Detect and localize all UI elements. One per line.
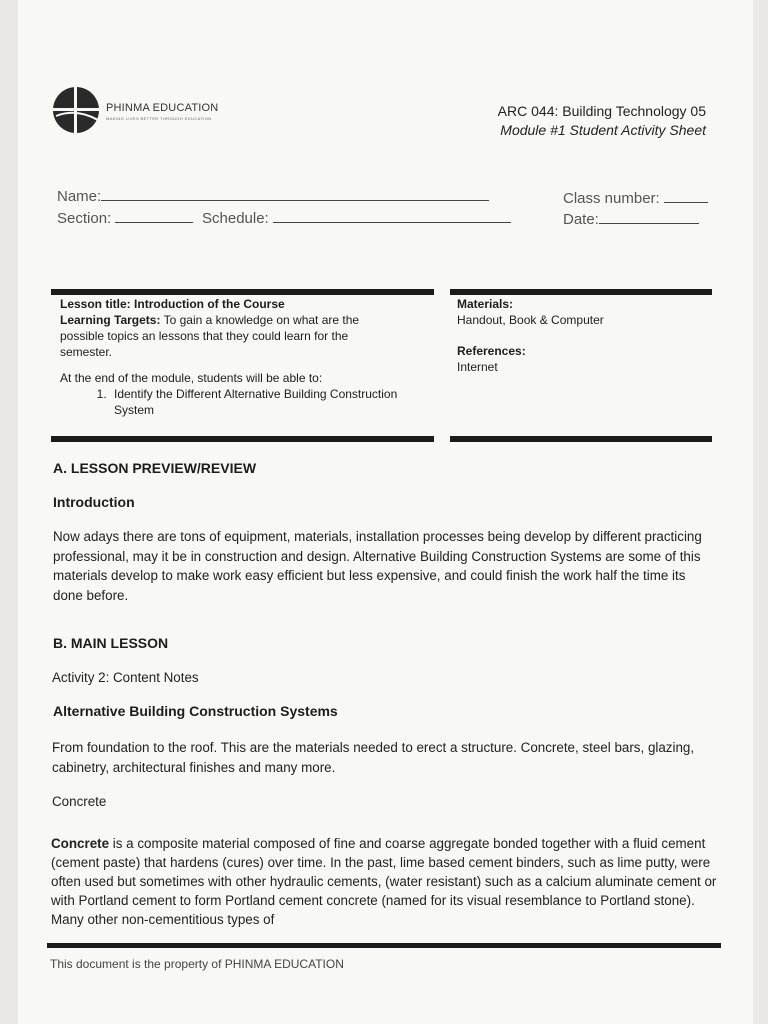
concrete-term: Concrete: [51, 836, 110, 851]
concrete-paragraph: [51, 834, 719, 929]
footer-text: This document is the property of PHINMA EDUCATION: [50, 957, 344, 971]
class-number-field[interactable]: [563, 188, 708, 207]
schedule-label: Schedule:: [202, 210, 269, 227]
references-label: References:: [457, 344, 526, 358]
concrete-subheading: Concrete: [52, 794, 107, 809]
date-label: Date:: [563, 211, 599, 228]
name-line[interactable]: [101, 186, 489, 201]
introduction-text: Now adays there are tons of equipment, materials, installation processes being develop by different practicing professional, may it be in construction and design. Alternative Building Construction Systems are some of this materials develop to make work easy efficient but less expensive, and could finish the work half the time its done before.: [53, 529, 702, 603]
objectives-list: [60, 386, 430, 418]
course-code: ARC 044: Building Technology 05: [497, 103, 706, 119]
abcs-text: From foundation to the roof. This are the materials needed to erect a structure. Concrete, steel bars, glazing, cabinetry, architectural finishes and many more.: [52, 740, 695, 775]
course-header: [498, 102, 706, 140]
learning-targets-line2: possible topics an lessons that they could learn for the: [60, 329, 349, 343]
section-line[interactable]: [115, 208, 193, 223]
lesson-box-top-bar: [51, 289, 434, 295]
class-number-label: Class number:: [563, 190, 660, 207]
name-field[interactable]: [57, 186, 489, 205]
materials-value: Handout, Book & Computer: [457, 313, 604, 327]
date-line[interactable]: [599, 209, 699, 224]
footer-divider: [47, 943, 721, 948]
schedule-field[interactable]: [202, 208, 511, 227]
org-tagline: MAKING LIVES BETTER THROUGH EDUCATION: [106, 116, 212, 121]
phinma-logo-icon: [52, 86, 100, 134]
concrete-text: is a composite material composed of fine and coarse aggregate bonded together with a fluid cement (cement paste) that hardens (cures) over time. In the past, lime based cement binders, such as lime putty, were often used but sometimes with other hydraulic cements, (water resistant) such as a calcium aluminate cement or with Portland cement to form Portland cement concrete (named for its visual resemblance to Portland stone). Many other non-cementitious types of: [51, 836, 717, 927]
section-b-heading: B. MAIN LESSON: [53, 635, 169, 651]
sheet-title: Module #1 Student Activity Sheet: [500, 122, 706, 138]
lesson-title: Lesson title: Introduction of the Course: [60, 297, 285, 311]
introduction-heading: Introduction: [53, 494, 135, 510]
objectives-intro: At the end of the module, students will be able to:: [60, 371, 323, 385]
learning-targets-line3: semester.: [60, 345, 113, 359]
lesson-box-bottom-bar: [51, 436, 434, 442]
section-label: Section:: [57, 210, 112, 227]
org-name: PHINMA EDUCATION: [106, 102, 219, 114]
date-field[interactable]: [563, 209, 699, 228]
learning-targets: Learning Targets: To gain a knowledge on what are the: [60, 313, 360, 327]
objective-item: 1. Identify the Different Alternative Building Construction System: [110, 386, 430, 418]
activity-label: Activity 2: Content Notes: [52, 670, 199, 685]
materials-box-top-bar: [450, 289, 712, 295]
schedule-line[interactable]: [273, 208, 511, 223]
materials-info: [457, 296, 707, 375]
section-a-heading: A. LESSON PREVIEW/REVIEW: [53, 460, 257, 476]
materials-label: Materials:: [457, 297, 514, 311]
abcs-heading: Alternative Building Construction Systems: [53, 703, 338, 719]
name-label: Name:: [57, 188, 102, 205]
section-field[interactable]: [57, 208, 193, 227]
class-number-line[interactable]: [664, 188, 708, 203]
lesson-info: [60, 296, 430, 418]
references-value: Internet: [457, 360, 498, 374]
materials-box-bottom-bar: [450, 436, 712, 442]
